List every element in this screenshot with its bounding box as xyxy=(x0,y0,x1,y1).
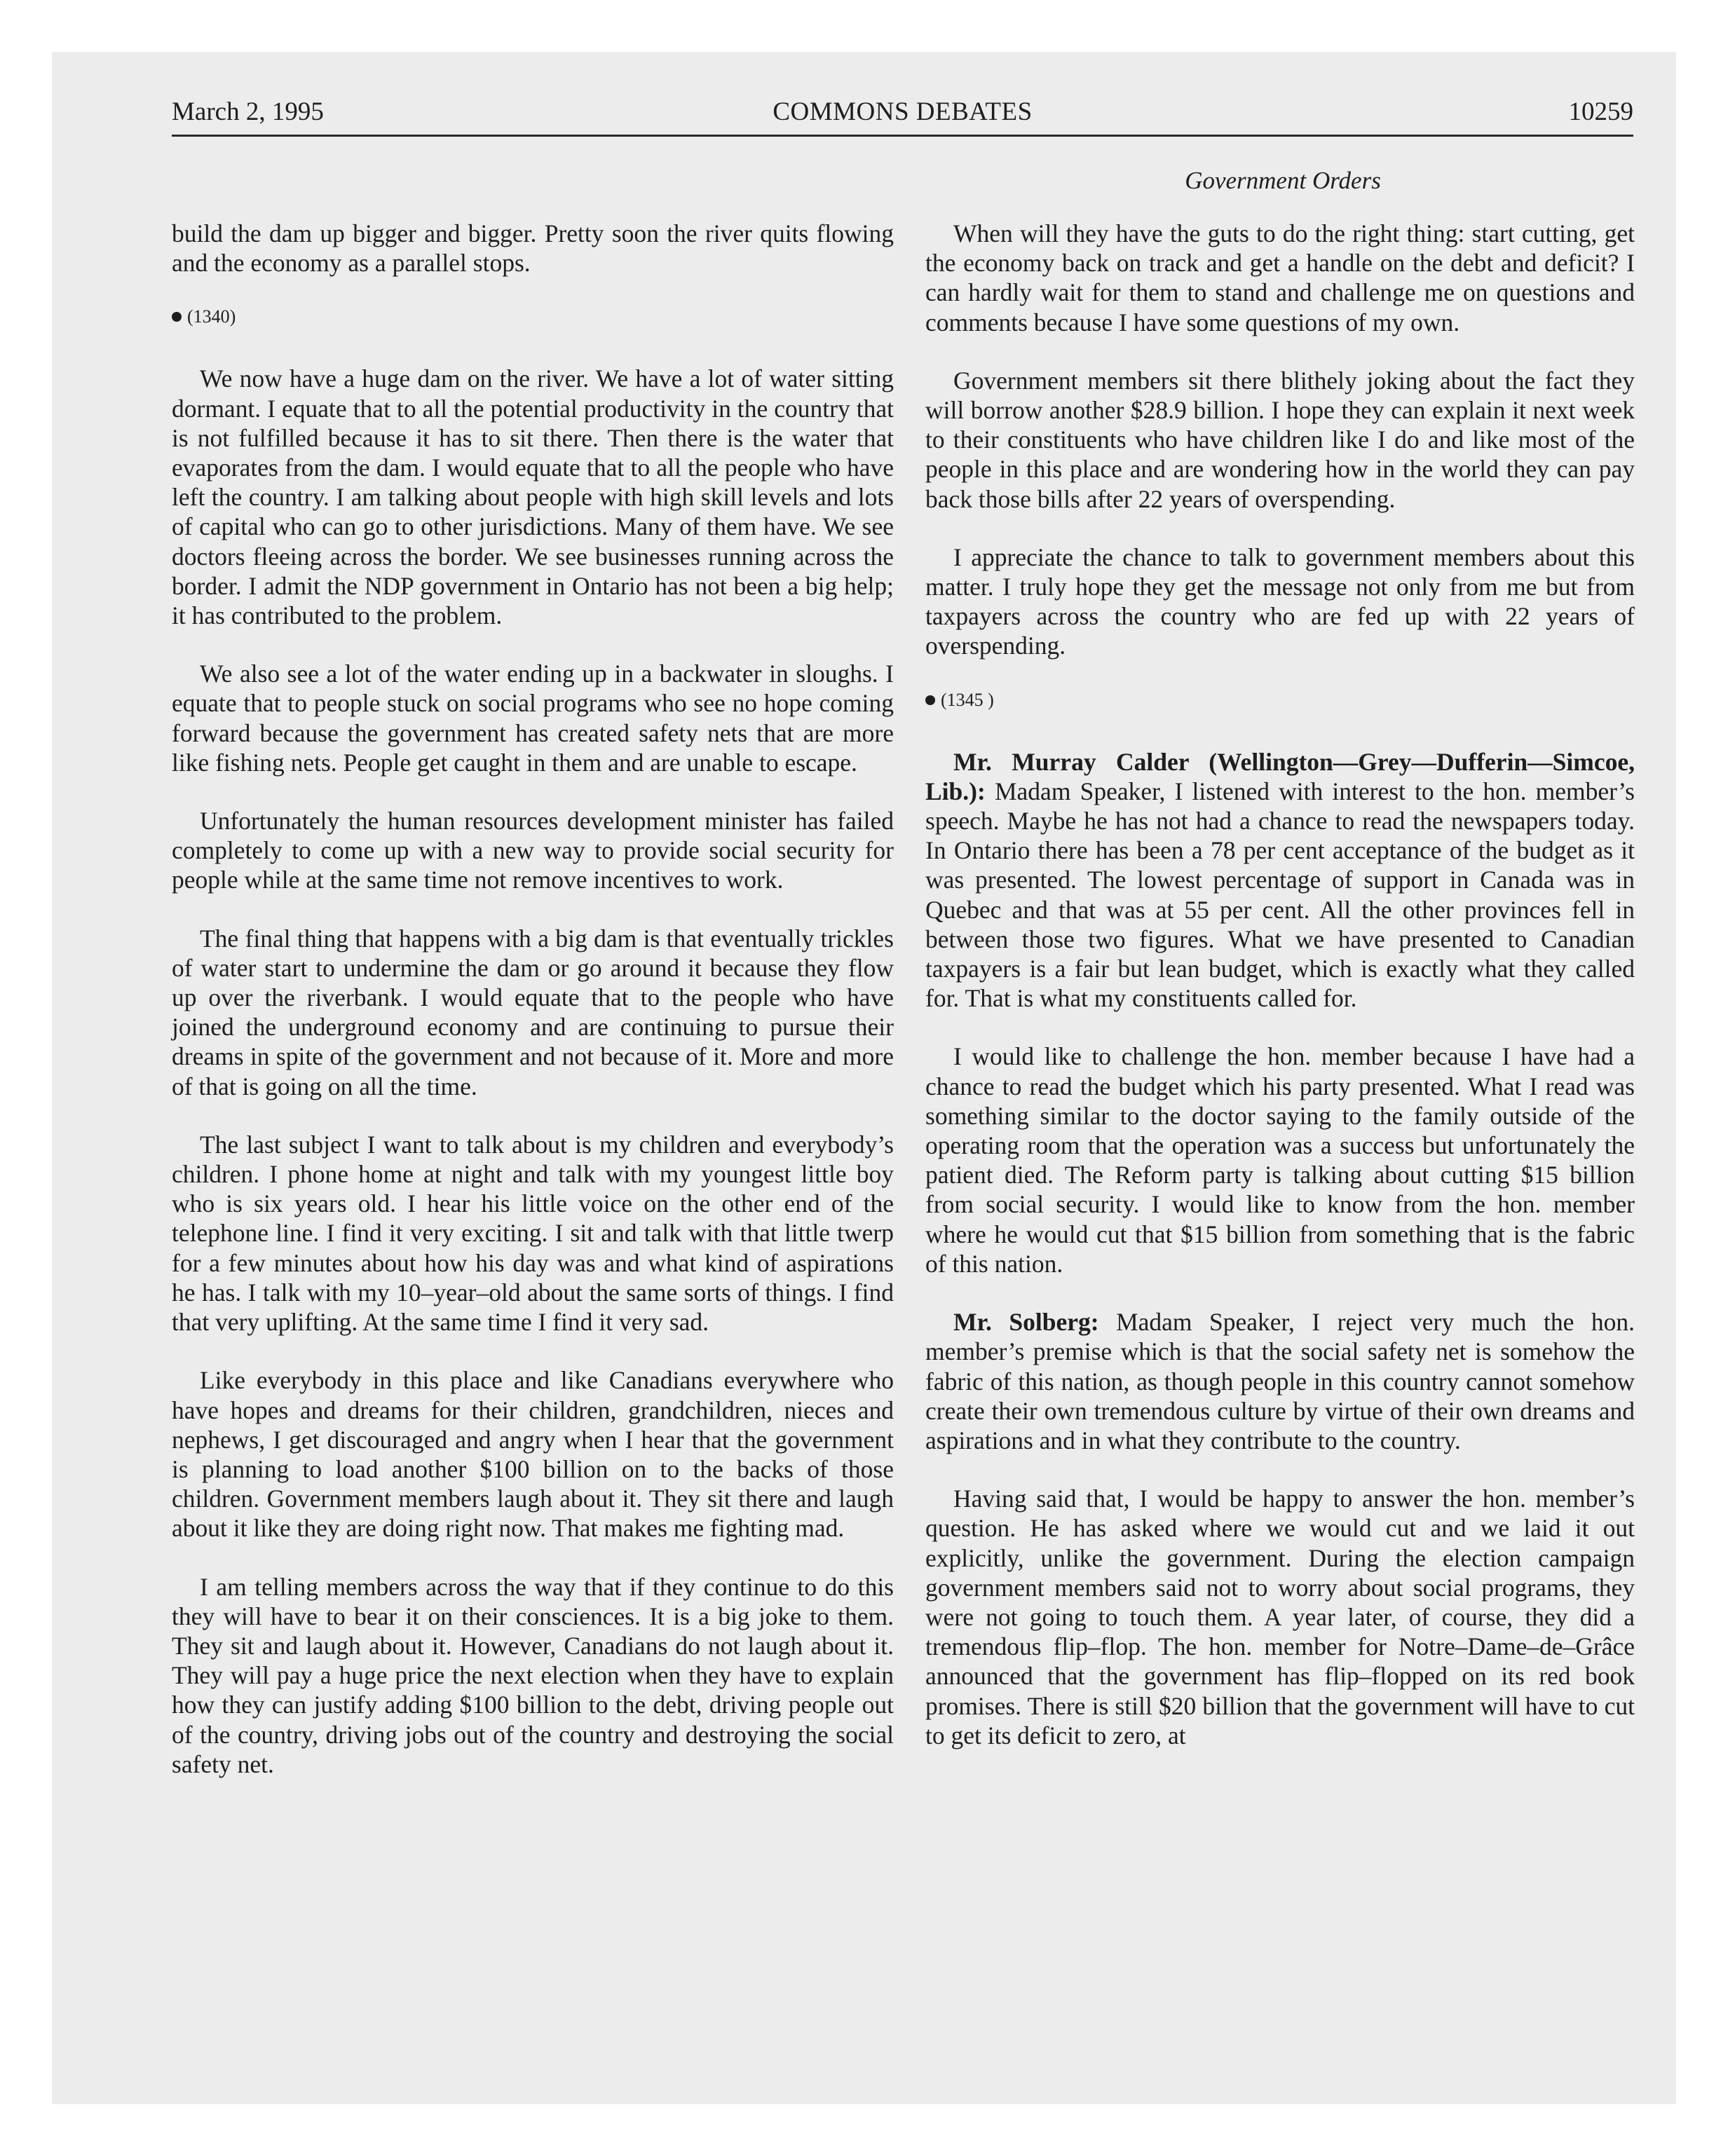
bullet-icon xyxy=(172,312,182,322)
paragraph: I appreciate the chance to talk to government members about this matter. I truly hope they get the message not only from me but from taxpayers across the country who are fed up with 22 years of overspending. xyxy=(925,543,1635,660)
speech-text: Madam Speaker, I reject very much the hon. member’s premise which is that the social safety net is somehow the fabric of this nation, as though people in this country cannot somehow create their own tremendous culture by virtue of their own dreams and aspirations and in what they contribute to the country. xyxy=(925,1308,1635,1454)
paragraph: Having said that, I would be happy to answer the hon. member’s question. He has asked where we would cut and we laid it out explicitly, unlike the government. During the election campaign government members said not to worry about social programs, they were not going to touch them. A year later, of course, they did a tremendous flip–flop. The hon. member for Notre–Dame–de–Grâce announced that the government has flip–flopped on its red book promises. There is still $20 billion that the government will have to cut to get its deficit to zero, at xyxy=(925,1485,1635,1749)
speaker-name: Mr. Murray Calder (Wellington—Grey—Dufferin—Simcoe, Lib.): xyxy=(925,747,1635,805)
speech-paragraph xyxy=(925,747,1635,1014)
speaker-name: Mr. Solberg: xyxy=(953,1308,1099,1337)
time-marker xyxy=(925,690,1635,711)
paragraph: We now have a huge dam on the river. We have a lot of water sitting dormant. I equate that to all the potential productivity in the country that is not fulfilled because it has to sit there. Then there is the water that evaporates from the dam. I would equate that to all the people who have left the country. I am talking about people with high skill levels and lots of capital who can go to other jurisdictions. Many of them have. We see doctors fleeing across the border. We see businesses running across the border. I admit the NDP government in Ontario has not been a big help; it has contributed to the problem. xyxy=(172,364,894,630)
page-header xyxy=(172,97,1633,137)
paragraph: When will they have the guts to do the right thing: start cutting, get the economy back on track and get a handle on the debt and deficit? I can hardly wait for them to stand and challenge me on questions and comments because I have some questions of my own. xyxy=(925,219,1635,336)
paragraph: The last subject I want to talk about is my children and everybody’s children. I phone home at night and talk with my youngest little boy who is six years old. I hear his little voice on the other end of the telephone line. I find it very exciting. I sit and talk with that little twerp for a few minutes about how his day was and what kind of aspirations he has. I talk with my 10–year–old about the same sorts of things. I find that very uplifting. At the same time I find it very sad. xyxy=(172,1130,894,1337)
paragraph: build the dam up bigger and bigger. Pretty soon the river quits flowing and the economy as a parallel stops. xyxy=(172,219,894,278)
paragraph: We also see a lot of the water ending up in a backwater in sloughs. I equate that to people stuck on social programs who see no hope coming forward because the government has created safety nets that are more like fishing nets. People get caught in them and are unable to escape. xyxy=(172,660,894,777)
header-page-number: 10259 xyxy=(1568,97,1633,126)
time-marker xyxy=(172,306,894,327)
header-date: March 2, 1995 xyxy=(172,97,324,126)
paragraph: Unfortunately the human resources development minister has failed completely to come up with a new way to provide social security for people while at the same time not remove incentives to work. xyxy=(172,807,894,894)
paragraph: I am telling members across the way that if they continue to do this they will have to bear it on their consciences. It is a big joke to them. They sit and laugh about it. However, Canadians do not laugh about it. They will pay a huge price the next election when they have to explain how they can justify adding $100 billion to the debt, driving people out of the country, driving jobs out of the country and destroying the social safety net. xyxy=(172,1572,894,1778)
paragraph: Like everybody in this place and like Canadians everywhere who have hopes and dreams for their children, grandchildren, nieces and nephews, I get discouraged and angry when I hear that the government is planning to load another $100 billion on to the backs of those children. Government members laugh about it. They sit there and laugh about it like they are doing right now. That makes me fighting mad. xyxy=(172,1366,894,1543)
speech-paragraph xyxy=(925,1307,1635,1455)
paragraph: I would like to challenge the hon. member because I have had a chance to read the budget which his party presented. What I read was something similar to the doctor saying to the family outside of the operating room that the operation was a success but unfortunately the patient died. The Reform party is talking about cutting $15 billion from social security. I would like to know from the hon. member where he would cut that $15 billion from something that is the fabric of this nation. xyxy=(925,1042,1635,1278)
speech-text: Madam Speaker, I listened with interest to the hon. member’s speech. Maybe he has not had a chance to read the newspapers today. In Ontario there has been a 78 per cent acceptance of the budget as it was presented. The lowest percentage of support in Canada was in Quebec and that was at 55 per cent. All the other provinces fell in between those two figures. What we have presented to Canadian taxpayers is a fair but lean budget, which is exactly what they called for. That is what my constituents called for. xyxy=(925,777,1635,1013)
section-title: Government Orders xyxy=(1185,167,1381,194)
time-marker-label: (1340) xyxy=(187,306,236,327)
paragraph: Government members sit there blithely joking about the fact they will borrow another $28.9 billion. I hope they can explain it next week to their constituents who have children like I do and like most of the people in this place and are wondering how in the world they can pay back those bills after 22 years of overspending. xyxy=(925,366,1635,513)
time-marker-label: (1345 ) xyxy=(941,689,994,710)
left-column xyxy=(172,219,894,1779)
header-publication: COMMONS DEBATES xyxy=(773,97,1033,126)
paragraph: The final thing that happens with a big dam is that eventually trickles of water start to undermine the dam or go around it because they flow up over the riverbank. I would equate that to the people who have joined the underground economy and are continuing to pursue their dreams in spite of the government and not because of it. More and more of that is going on all the time. xyxy=(172,924,894,1100)
bullet-icon xyxy=(925,695,935,705)
right-column xyxy=(925,219,1635,1750)
